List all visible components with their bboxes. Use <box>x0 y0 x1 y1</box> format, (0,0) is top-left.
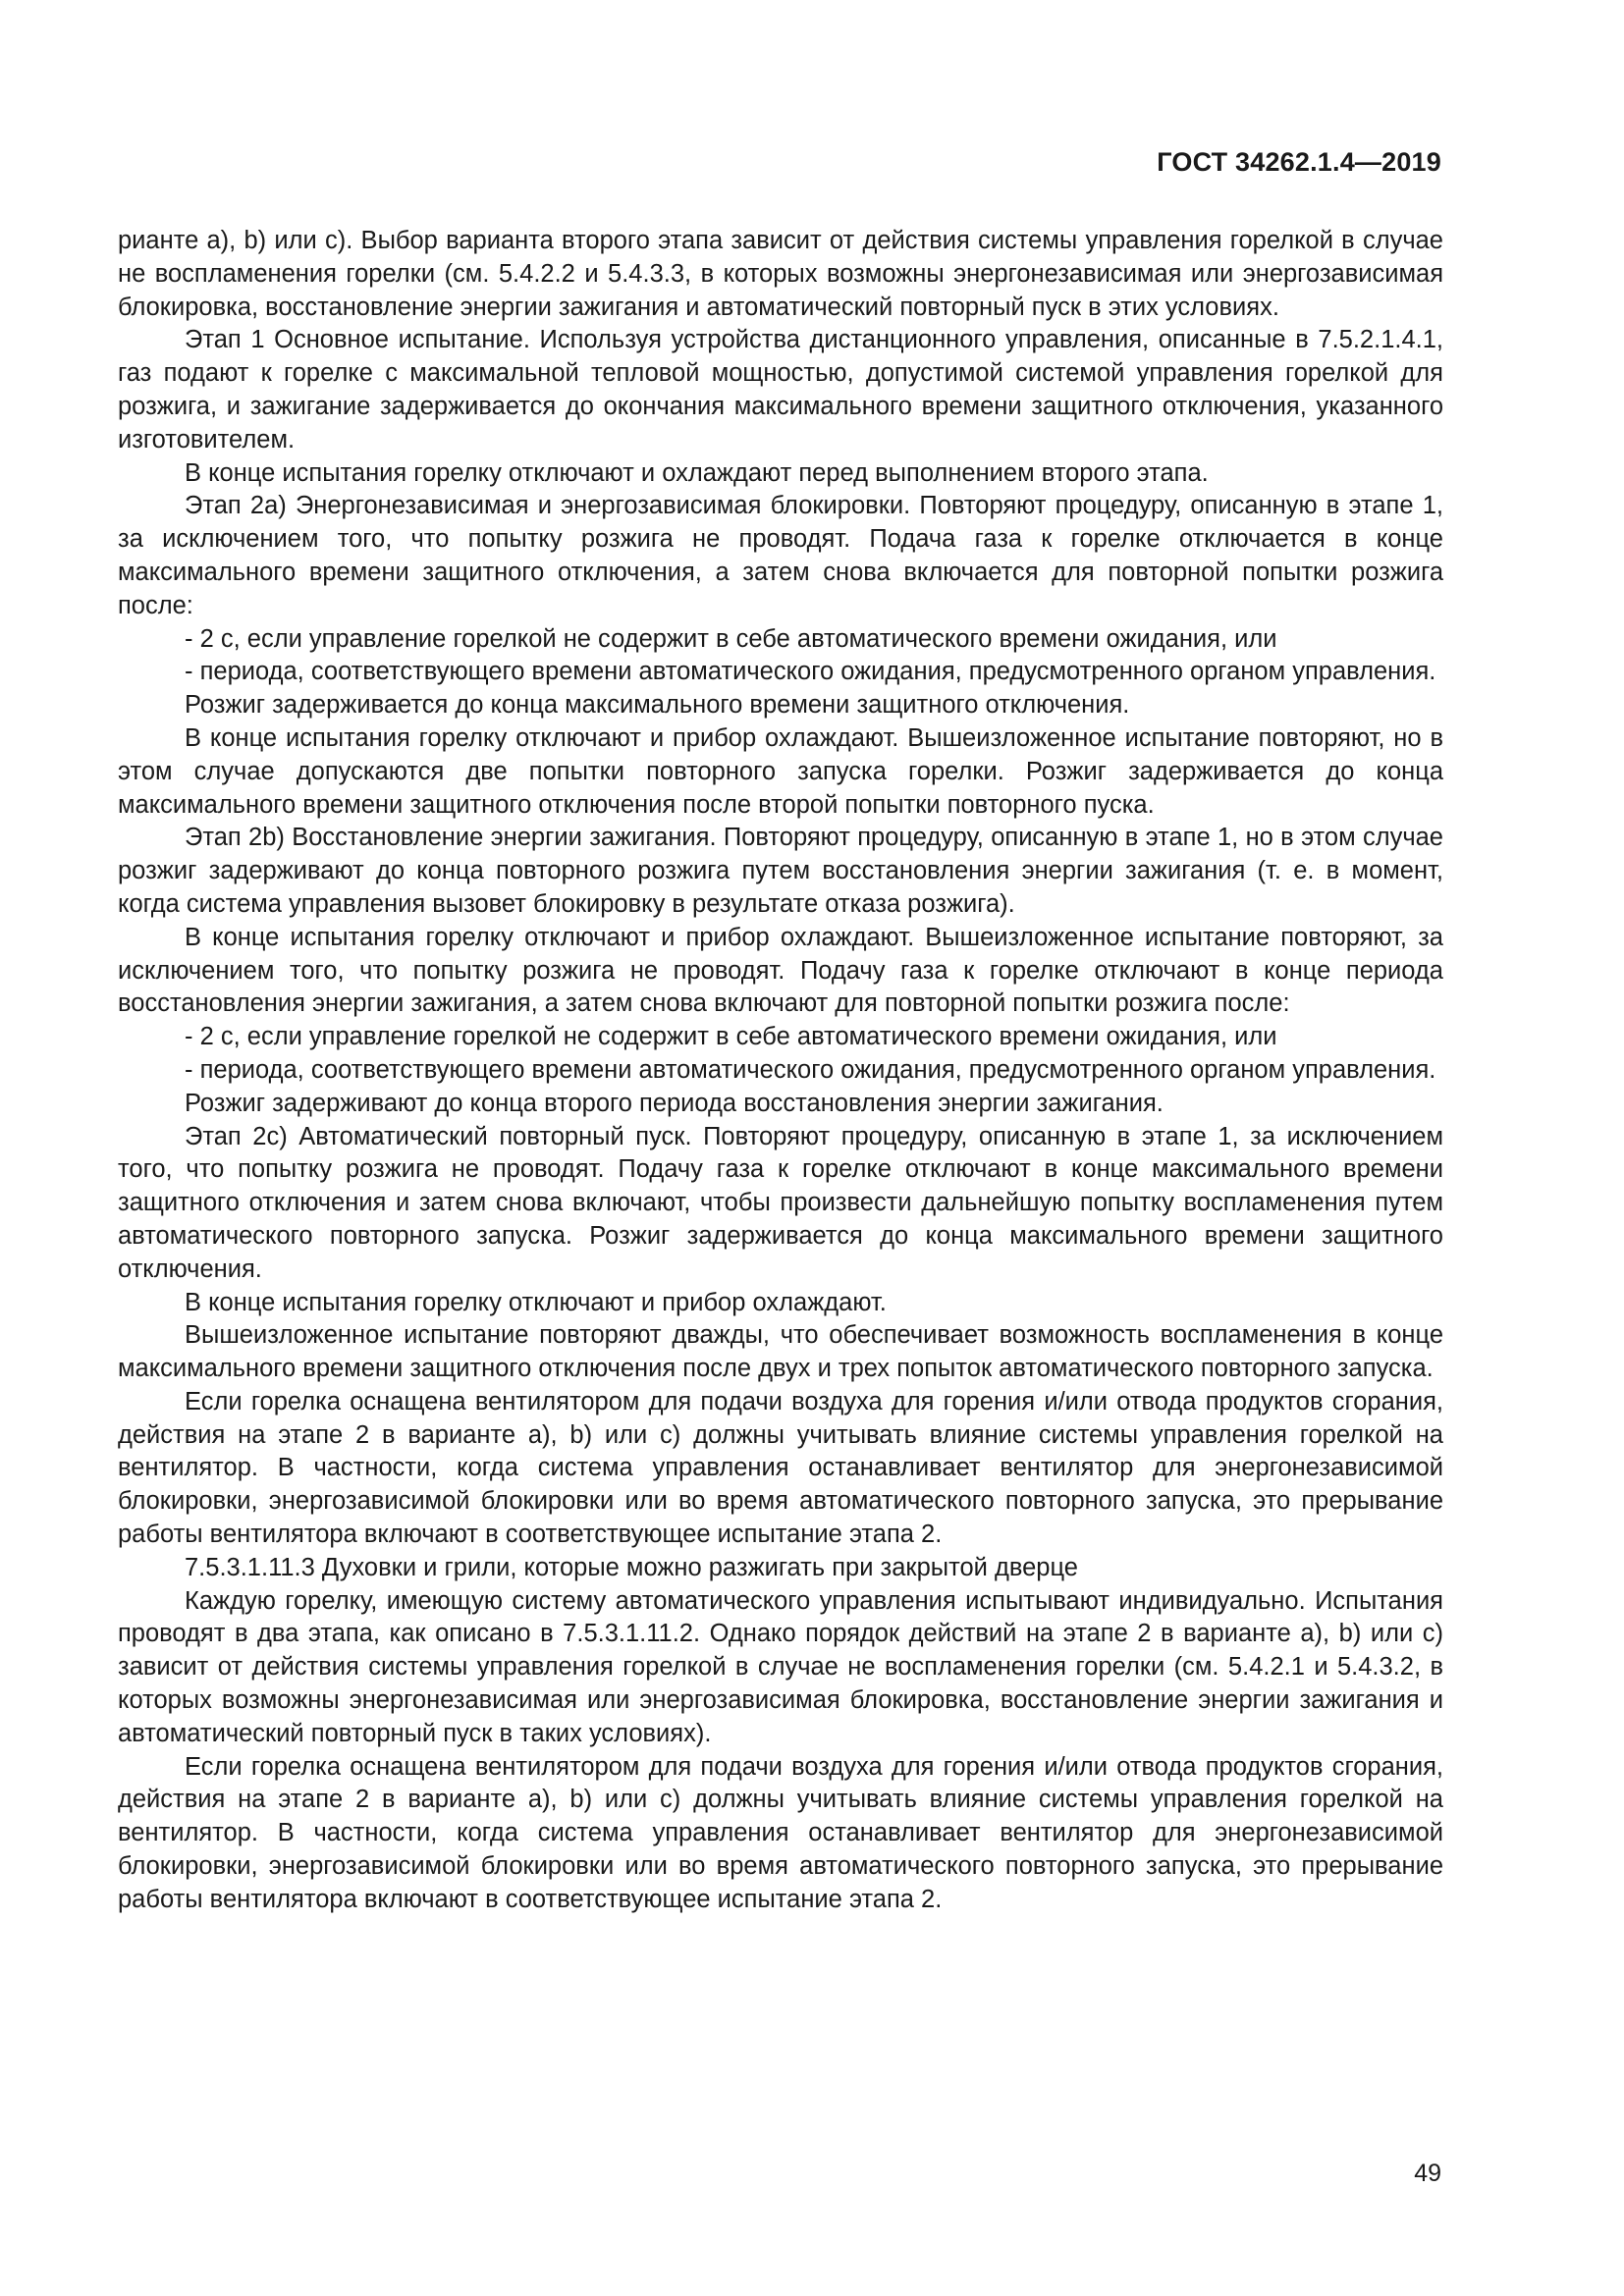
body-text <box>118 225 1443 1917</box>
standard-header: ГОСТ 34262.1.4—2019 <box>1157 147 1441 177</box>
paragraph: Этап 2с) Автоматический повторный пуск. Повторяют процедуру, описанную в этапе 1, за исключением того, что попытку розжига не проводят. Подачу газа к горелке отключают в конце максимального времени защитного отключения и затем снова включают, чтобы произвести дальнейшую попытку воспламенения путем автоматического повторного запуска. Розжиг задерживается до конца максимального времени защитного отключения. <box>118 1122 1443 1283</box>
paragraph: Если горелка оснащена вентилятором для подачи воздуха для горения и/или отвода продуктов сгорания, действия на этапе 2 в варианте а), b) или с) должны учитывать влияние системы управления горелкой на вентилятор. В частности, когда система управления останавливает вентилятор для энергонезависимой блокировки, энергозависимой блокировки или во время автоматического повторного запуска, это прерывание работы вентилятора включают в соответствующее испытание этапа 2. <box>118 1752 1443 1913</box>
list-item: - периода, соответствующего времени автоматического ожидания, предусмотренного органом управления. <box>185 1055 1436 1084</box>
paragraph: В конце испытания горелку отключают и охлаждают перед выполнением второго этапа. <box>185 458 1209 487</box>
paragraph: Этап 2b) Восстановление энергии зажигания. Повторяют процедуру, описанную в этапе 1, но в этом случае розжиг задерживают до конца повторного розжига путем восстановления энергии зажигания (т. е. в момент, когда система управления вызовет блокировку в результате отказа розжига). <box>118 824 1443 918</box>
paragraph: В конце испытания горелку отключают и прибор охлаждают. <box>185 1288 887 1316</box>
paragraph: Если горелка оснащена вентилятором для подачи воздуха для горения и/или отвода продуктов сгорания, действия на этапе 2 в варианте а), b) или с) должны учитывать влияние системы управления горелкой на вентилятор. В частности, когда система управления останавливает вентилятор для энергонезависимой блокировки, энергозависимой блокировки или во время автоматического повторного запуска, это прерывание работы вентилятора включают в соответствующее испытание этапа 2. <box>118 1387 1443 1549</box>
list-item: - 2 с, если управление горелкой не содержит в себе автоматического времени ожидания, или <box>185 624 1277 653</box>
paragraph: Вышеизложенное испытание повторяют дважды, что обеспечивает возможность воспламенения в конце максимального времени защитного отключения после двух и трех попыток автоматического повторного запуска. <box>118 1321 1443 1383</box>
paragraph: В конце испытания горелку отключают и прибор охлаждают. Вышеизложенное испытание повторяют, но в этом случае допускаются две попытки повторного запуска горелки. Розжиг задерживается до конца максимального времени защитного отключения после второй попытки повторного пуска. <box>118 723 1443 819</box>
paragraph: Розжиг задерживается до конца максимального времени защитного отключения. <box>185 691 1130 720</box>
page-number: 49 <box>1414 2160 1441 2187</box>
list-item: - 2 с, если управление горелкой не содержит в себе автоматического времени ожидания, или <box>185 1023 1277 1051</box>
paragraph: Этап 1 Основное испытание. Используя устройства дистанционного управления, описанные в 7.5.2.1.4.1, газ подают к горелке с максимальной тепловой мощностью, допустимой системой управления горелкой для розжига, и зажигание задерживается до окончания максимального времени защитного отключения, указанного изготовителем. <box>118 326 1443 454</box>
section-heading: 7.5.3.1.11.3 Духовки и грили, которые можно разжигать при закрытой дверце <box>185 1553 1078 1581</box>
paragraph: В конце испытания горелку отключают и прибор охлаждают. Вышеизложенное испытание повторяют, за исключением того, что попытку розжига не проводят. Подачу газа к горелке отключают в конце периода восстановления энергии зажигания, а затем снова включают для повторной попытки розжига после: <box>118 923 1443 1018</box>
list-item: - периода, соответствующего времени автоматического ожидания, предусмотренного органом управления. <box>185 658 1436 686</box>
paragraph: Этап 2а) Энергонезависимая и энергозависимая блокировки. Повторяют процедуру, описанную в этапе 1, за исключением того, что попытку розжига не проводят. Подача газа к горелке отключается в конце максимального времени защитного отключения, а затем снова включается для повторной попытки розжига после: <box>118 492 1443 619</box>
paragraph: Каждую горелку, имеющую систему автоматического управления испытывают индивидуально. Испытания проводят в два этапа, как описано в 7.5.3.1.11.2. Однако порядок действий на этапе 2 в варианте а), b) или с) зависит от действия системы управления горелкой в случае не воспламенения горелки (см. 5.4.2.1 и 5.4.3.2, в которых возможны энергонезависимая или энергозависимая блокировка, восстановление энергии зажигания и автоматический повторный пуск в таких условиях). <box>118 1586 1443 1747</box>
paragraph: рианте а), b) или с). Выбор варианта второго этапа зависит от действия системы управления горелкой в случае не воспламенения горелки (см. 5.4.2.2 и 5.4.3.3, в которых возможны энергонезависимая или энергозависимая блокировка, восстановление энергии зажигания и автоматический повторный пуск в этих условиях. <box>118 227 1443 321</box>
paragraph: Розжиг задерживают до конца второго периода восстановления энергии зажигания. <box>185 1089 1164 1117</box>
